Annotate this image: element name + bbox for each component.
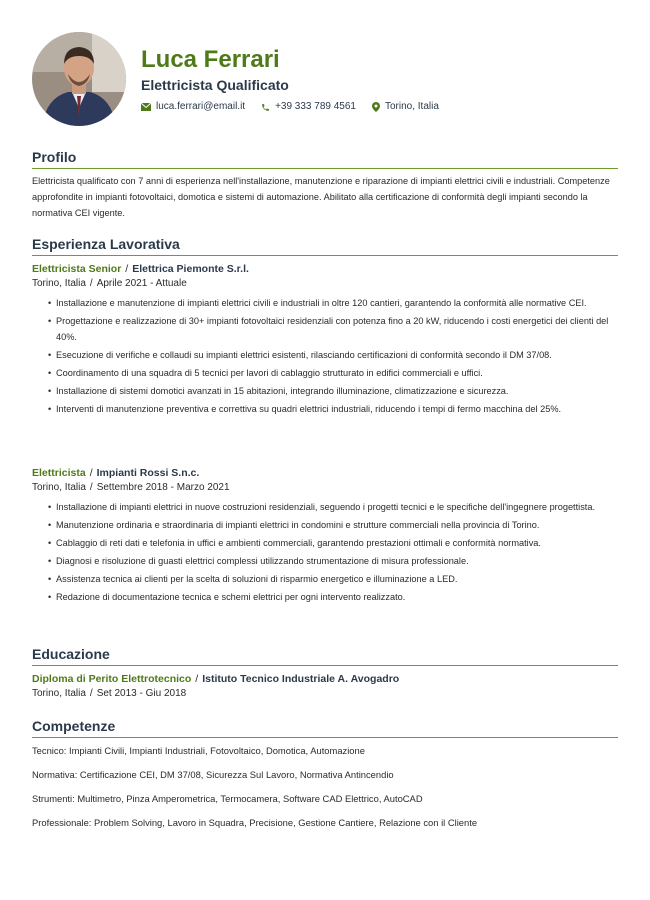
contact-location — [372, 100, 439, 114]
skills-list — [32, 744, 618, 830]
education-period: Set 2013 - Giu 2018 — [96, 688, 187, 699]
job-bullets — [32, 295, 618, 417]
phone-text: +39 333 789 4561 — [275, 101, 356, 112]
contact-phone[interactable] — [261, 100, 356, 114]
experience-heading: Esperienza Lavorativa — [32, 235, 618, 256]
list-item: • Interventi di manutenzione preventiva e correttiva su quadri elettrici industriali, riducendo i tempi di fermo macchina del 25%. — [48, 401, 618, 417]
separator: / — [89, 278, 93, 289]
job-meta — [32, 277, 618, 291]
education-school: Istituto Tecnico Industriale A. Avogadro — [202, 673, 400, 685]
list-item: • Coordinamento di una squadra di 5 tecnici per lavori di cablaggio strutturato in edifici commerciali e uffici. — [48, 365, 618, 381]
education-meta — [32, 687, 618, 701]
education-section — [32, 645, 618, 701]
contact-email[interactable] — [141, 100, 245, 114]
candidate-title: Elettricista Qualificato — [141, 77, 289, 93]
skill-line-strumenti: Strumenti: Multimetro, Pinza Amperometrica, Termocamera, Software CAD Elettrico, AutoCAD — [32, 793, 423, 804]
education-location: Torino, Italia — [32, 688, 86, 699]
list-item: • Progettazione e realizzazione di 30+ impianti fotovoltaici residenziali con potenza fino a 20 kW, riducendo i costi energetici dei clienti del 40%. — [48, 313, 618, 345]
header — [32, 32, 622, 128]
job-bullets — [32, 499, 618, 605]
skill-line-tecnico: Tecnico: Impianti Civili, Impianti Industriali, Fotovoltaico, Domotica, Automazione — [32, 745, 365, 756]
list-item: • Installazione e manutenzione di impianti elettrici civili e industriali in oltre 120 cantieri, garantendo la conformità alle normative CEI. — [48, 295, 618, 311]
skills-heading: Competenze — [32, 717, 618, 738]
profile-text: Elettricista qualificato con 7 anni di esperienza nell'installazione, manutenzione e riparazione di impianti elettrici civili e industriali. Competenze approfondite in impianti fotovoltaici, domotica e sistemi di automazione. Abilitato alla certificazione di conformità degli impianti secondo la normativa CEI vigente. — [32, 176, 610, 218]
job-period: Aprile 2021 - Attuale — [96, 278, 187, 289]
skill-line-professionale: Professionale: Problem Solving, Lavoro in Squadra, Precisione, Gestione Cantiere, Relazione con il Cliente — [32, 817, 478, 828]
profile-section — [32, 148, 618, 221]
education-header — [32, 672, 618, 686]
profile-heading: Profilo — [32, 148, 618, 169]
list-item: • Installazione di sistemi domotici avanzati in 15 abitazioni, integrando illuminazione, climatizzazione e sicurezza. — [48, 383, 618, 399]
list-item: • Assistenza tecnica ai clienti per la scelta di soluzioni di risparmio energetico e illuminazione a LED. — [48, 571, 618, 587]
separator: / — [195, 673, 199, 685]
list-item: • Diagnosi e risoluzione di guasti elettrici complessi utilizzando strumentazione di misura professionale. — [48, 553, 618, 569]
job-role: Elettricista — [32, 467, 86, 479]
job-header — [32, 262, 618, 276]
job-entry-1 — [32, 262, 618, 417]
candidate-name: Luca Ferrari — [141, 46, 280, 73]
skill-line-normativa: Normativa: Certificazione CEI, DM 37/08, Sicurezza Sul Lavoro, Normativa Antincendio — [32, 769, 394, 780]
job-role: Elettricista Senior — [32, 263, 122, 275]
separator: / — [89, 482, 93, 493]
list-item: • Redazione di documentazione tecnica e schemi elettrici per ogni intervento realizzato. — [48, 589, 618, 605]
education-degree: Diploma di Perito Elettrotecnico — [32, 673, 192, 685]
job-location: Torino, Italia — [32, 482, 86, 493]
list-item: • Cablaggio di reti dati e telefonia in uffici e ambienti commerciali, garantendo prestazioni ottimali e conformità normativa. — [48, 535, 618, 551]
job-company: Impianti Rossi S.n.c. — [96, 467, 200, 479]
location-pin-icon — [372, 102, 380, 112]
skills-section — [32, 717, 618, 840]
job-entry-2 — [32, 466, 618, 607]
separator: / — [89, 467, 93, 479]
job-meta — [32, 481, 618, 495]
phone-icon — [261, 103, 270, 112]
mail-icon — [141, 103, 151, 111]
education-heading: Educazione — [32, 645, 618, 666]
job-period: Settembre 2018 - Marzo 2021 — [96, 482, 230, 493]
list-item: • Manutenzione ordinaria e straordinaria di impianti elettrici in condomini e strutture commerciali nella provincia di Torino. — [48, 517, 618, 533]
avatar-photo-icon — [32, 32, 126, 126]
email-text: luca.ferrari@email.it — [156, 101, 246, 112]
job-company: Elettrica Piemonte S.r.l. — [132, 263, 249, 275]
separator: / — [125, 263, 129, 275]
experience-section — [32, 235, 618, 419]
contact-bar — [141, 100, 455, 114]
job-location: Torino, Italia — [32, 278, 86, 289]
list-item: • Installazione di impianti elettrici in nuove costruzioni residenziali, seguendo i progetti tecnici e le specifiche dell'ingegnere progettista. — [48, 499, 618, 515]
job-header — [32, 466, 618, 480]
avatar — [32, 32, 126, 126]
separator: / — [89, 688, 93, 699]
location-text: Torino, Italia — [384, 101, 439, 112]
list-item: • Esecuzione di verifiche e collaudi su impianti elettrici esistenti, rilasciando certificazioni di conformità secondo il DM 37/08. — [48, 347, 618, 363]
